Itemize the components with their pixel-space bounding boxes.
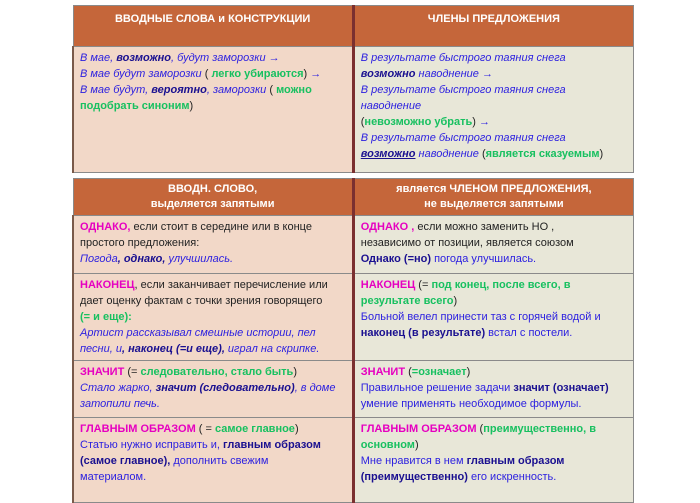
text-line — [361, 251, 627, 267]
text-run: если можно заменить НО , — [414, 221, 555, 233]
text-run: , наконец (=и еще), — [121, 343, 225, 355]
text-run: простого предложения: — [80, 237, 200, 249]
text-line — [361, 50, 627, 66]
text-line — [80, 82, 346, 98]
text-run: под конец, после всего, в — [431, 279, 571, 291]
text-line — [361, 437, 627, 453]
arrow-right-icon: → — [479, 116, 490, 128]
text-run: Больной велел принести таз с горячей водой и — [360, 311, 601, 323]
text-line — [80, 219, 346, 235]
cell-left — [73, 361, 353, 418]
text-run: , будут заморозки — [171, 52, 269, 64]
header-intro-words: ВВОДНЫЕ СЛОВА и КОНСТРУКЦИИ — [73, 6, 353, 47]
text-run: ) — [599, 148, 604, 160]
text-run: значит (означает) — [513, 382, 609, 394]
text-line — [361, 293, 627, 309]
text-run: ЗНАЧИТ — [360, 366, 406, 378]
words-comparison-table — [72, 178, 634, 503]
text-line — [80, 421, 346, 437]
text-line — [361, 421, 627, 437]
text-run: ( — [476, 423, 484, 435]
text-line — [80, 251, 346, 267]
text-run: погода улучшилась. — [431, 253, 537, 265]
text-run: результате всего — [360, 295, 454, 307]
text-run: ) — [293, 366, 297, 378]
text-run: основном — [360, 439, 415, 451]
text-run: Стало жарко, — [80, 382, 156, 394]
header-line: не выделяется запятыми — [424, 198, 564, 210]
text-run: , в доме — [294, 382, 336, 394]
text-line — [80, 309, 346, 325]
text-run: (самое главное), — [80, 455, 171, 467]
text-run: независимо от позиции, является союзом — [360, 237, 574, 249]
text-run: возможно — [116, 52, 172, 64]
text-run: =означает — [411, 366, 467, 378]
text-line — [80, 66, 346, 82]
text-run: ЗНАЧИТ — [80, 366, 125, 378]
text-line — [80, 50, 346, 66]
text-run: дополнить свежим — [170, 455, 269, 467]
text-run: его искренность. — [467, 471, 557, 483]
text-run: Статью нужно исправить и, — [80, 439, 224, 451]
text-run: значит (следовательно) — [155, 382, 295, 394]
text-run: если стоит в середине или в конце — [130, 221, 312, 233]
text-run: ) — [294, 423, 299, 435]
text-run: ГЛАВНЫМ ОБРАЗОМ — [80, 423, 196, 435]
text-line — [80, 380, 346, 396]
text-run: умение применять необходимое формулы. — [360, 398, 582, 410]
text-run: самое главное — [215, 423, 295, 435]
text-line — [80, 437, 346, 453]
text-line — [361, 396, 627, 412]
text-line — [80, 293, 346, 309]
text-run: материалом. — [80, 471, 147, 483]
text-run: песни, и — [80, 343, 122, 355]
text-run: можно — [276, 84, 312, 96]
text-line — [80, 235, 346, 251]
text-run: ) — [472, 116, 479, 128]
text-run: (= и еще): — [80, 311, 132, 323]
cell-right — [353, 361, 633, 418]
cell-member-examples — [353, 47, 633, 173]
text-line — [361, 114, 627, 130]
text-line — [80, 469, 346, 485]
row-nakonec — [73, 274, 634, 361]
text-line — [361, 309, 627, 325]
text-run: , если заканчивает перечисление или — [134, 279, 328, 291]
arrow-right-icon: → — [310, 68, 322, 80]
arrow-right-icon: → — [268, 52, 280, 64]
text-run: ( — [405, 366, 412, 378]
text-line — [361, 453, 627, 469]
text-run: наводнение — [415, 68, 482, 80]
text-run: преимущественно, в — [483, 423, 596, 435]
text-run: ) — [303, 68, 311, 80]
text-run: дает оценку фактам с точки зрения говорящего — [80, 295, 323, 307]
row-glavnym-obrazom — [73, 418, 634, 503]
text-run: В мае будут, — [80, 84, 152, 96]
text-run: подобрать синоним — [80, 100, 190, 112]
text-line — [361, 219, 627, 235]
text-run: ГЛАВНЫМ ОБРАЗОМ — [360, 423, 477, 435]
text-run: В мае будут заморозки — [80, 68, 205, 80]
text-run: Артист рассказывал смешные истории, пел — [80, 327, 316, 339]
text-run: наводнение — [360, 100, 422, 112]
cell-right — [353, 418, 633, 503]
text-line — [80, 341, 346, 357]
text-run: ( — [481, 148, 486, 160]
text-run: В мае, — [80, 52, 117, 64]
arrow-right-icon: → — [481, 68, 493, 80]
text-line — [361, 235, 627, 251]
text-run: НАКОНЕЦ — [80, 279, 135, 291]
text-line — [361, 98, 627, 114]
text-run: улучшилась. — [165, 253, 234, 265]
text-line — [361, 82, 627, 98]
cell-left — [73, 418, 353, 503]
text-run: ) — [414, 439, 419, 451]
text-run: , заморозки — [206, 84, 270, 96]
text-run: (= — [415, 279, 432, 291]
text-line — [80, 98, 346, 114]
text-run: , однако, — [117, 253, 166, 265]
text-run: В результате быстрого таяния снега — [360, 84, 566, 96]
text-line — [361, 66, 627, 82]
text-run: В результате быстрого таяния снега — [360, 132, 566, 144]
text-run: следовательно, стало быть — [140, 366, 294, 378]
text-run: вероятно — [151, 84, 207, 96]
text-line — [80, 364, 346, 380]
intro-words-vs-members-table — [72, 5, 634, 173]
text-run: НАКОНЕЦ — [360, 279, 416, 291]
cell-left — [73, 216, 353, 274]
text-line — [361, 130, 627, 146]
text-line — [361, 469, 627, 485]
header-intro-word — [73, 179, 353, 216]
text-run: (= — [124, 366, 141, 378]
text-line — [80, 453, 346, 469]
text-run: наводнение — [415, 148, 482, 160]
header-line: выделяется запятыми — [150, 198, 275, 210]
text-run: ОДНАКО, — [80, 221, 131, 233]
text-run: ( — [269, 84, 277, 96]
text-run: является сказуемым — [485, 148, 600, 160]
text-run: Правильное решение задачи — [360, 382, 514, 394]
header-line: ВВОДН. СЛОВО, — [168, 183, 258, 195]
text-run: ( — [360, 116, 365, 128]
text-run: возможно — [360, 68, 416, 80]
text-run: ) — [189, 100, 194, 112]
header-sentence-member — [353, 179, 633, 216]
row-znachit — [73, 361, 634, 418]
text-run: затопили печь. — [80, 398, 160, 410]
text-run: играл на скрипке. — [224, 343, 320, 355]
text-line — [361, 146, 627, 162]
text-run: ) — [466, 366, 471, 378]
text-run: наконец (в результате) — [360, 327, 486, 339]
text-run: встал с постели. — [485, 327, 573, 339]
text-run: главным образом — [466, 455, 565, 467]
text-line — [361, 277, 627, 293]
text-run: Погода — [80, 253, 118, 265]
text-run: Однако (=но) — [360, 253, 432, 265]
text-run: (преимущественно) — [360, 471, 468, 483]
row-odnako — [73, 216, 634, 274]
text-line — [361, 364, 627, 380]
header-sentence-members: ЧЛЕНЫ ПРЕДЛОЖЕНИЯ — [353, 6, 633, 47]
text-run: ( = — [195, 423, 216, 435]
text-run: невозможно убрать — [364, 116, 473, 128]
text-run: ) — [453, 295, 458, 307]
cell-intro-examples — [73, 47, 353, 173]
text-run: возможно — [360, 148, 416, 160]
cell-left — [73, 274, 353, 361]
text-line — [80, 325, 346, 341]
text-run: главным образом — [223, 439, 321, 451]
text-line — [80, 277, 346, 293]
cell-right — [353, 216, 633, 274]
text-run: легко убираются — [211, 68, 304, 80]
text-line — [361, 325, 627, 341]
header-line: является ЧЛЕНОМ ПРЕДЛОЖЕНИЯ, — [396, 183, 592, 195]
cell-right — [353, 274, 633, 361]
text-run: В результате быстрого таяния снега — [360, 52, 566, 64]
text-run: Мне нравится в нем — [360, 455, 467, 467]
text-run: ( — [204, 68, 212, 80]
text-line — [80, 396, 346, 412]
text-run: ОДНАКО , — [360, 221, 415, 233]
text-line — [361, 380, 627, 396]
